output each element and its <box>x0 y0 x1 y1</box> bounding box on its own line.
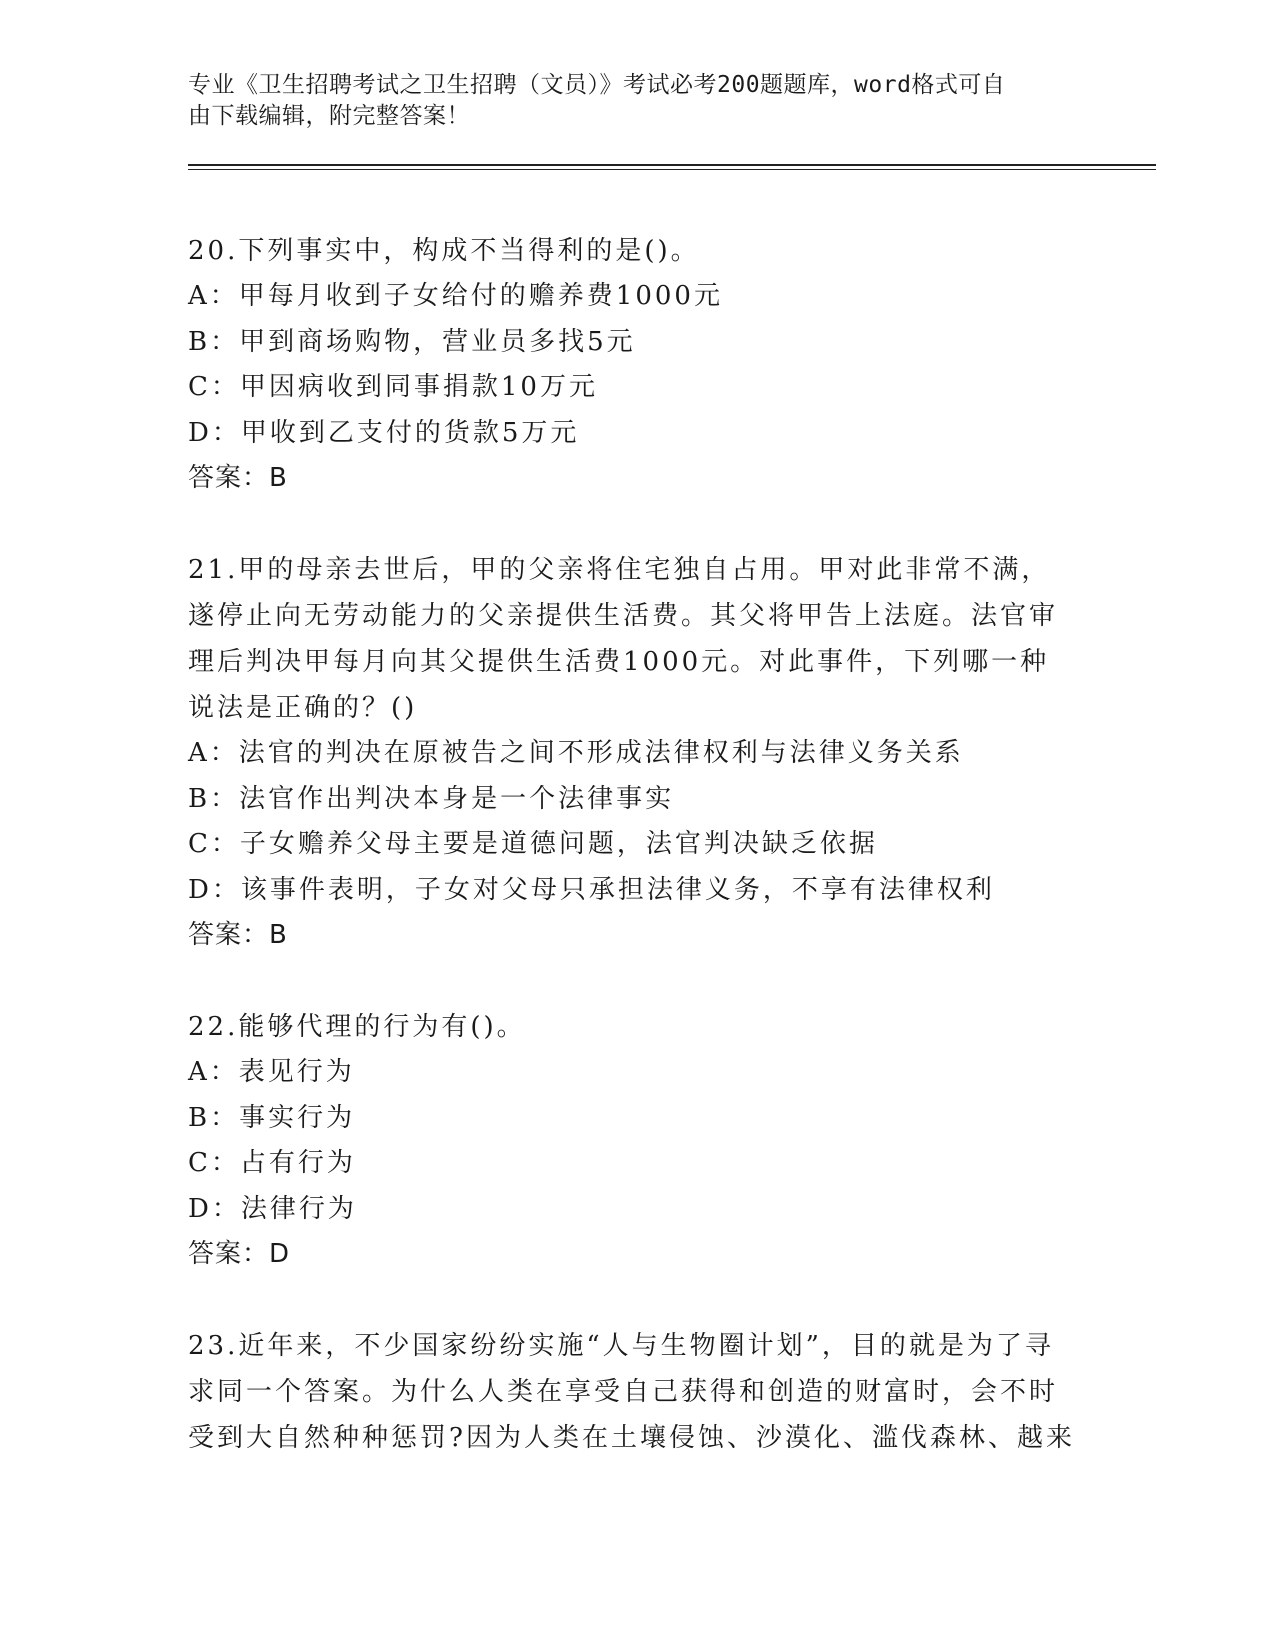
document-header <box>188 70 1068 132</box>
question-text: 23.近年来，不少国家纷纷实施“人与生物圈计划”，目的就是为了寻求同一个答案。为什么人类在享受自己获得和创造的财富时，会不时受到大自然种种惩罚?因为人类在土壤侵蚀、沙漠化、滥伐森林、越来 <box>188 1331 1075 1453</box>
question-text: 21.甲的母亲去世后，甲的父亲将住宅独自占用。甲对此非常不满，遂停止向无劳动能力的父亲提供生活费。其父将甲告上法庭。法官审理后判决甲每月向其父提供生活费1000元。对此事件，下列哪一种说法是正确的？() <box>188 555 1059 723</box>
option-c: C：甲因病收到同事捐款10万元 <box>188 372 598 402</box>
question-list <box>188 228 1148 1461</box>
option-c: C：子女赡养父母主要是道德问题，法官判决缺乏依据 <box>188 829 878 859</box>
header-line-1: 专业《卫生招聘考试之卫生招聘（文员）》考试必考200题题库，word格式可自 <box>188 72 1006 98</box>
option-b: B：事实行为 <box>188 1102 356 1133</box>
document-page <box>188 70 1148 1507</box>
option-a: A：甲每月收到子女给付的赡养费1000元 <box>188 281 723 311</box>
question-21 <box>188 547 1148 958</box>
header-line-2: 由下载编辑，附完整答案！ <box>188 103 470 129</box>
option-b: B：法官作出判决本身是一个法律事实 <box>188 783 675 814</box>
header-divider <box>188 164 1156 170</box>
answer-line: 答案：B <box>188 920 288 950</box>
answer-line: 答案：B <box>188 463 288 493</box>
option-c: C：占有行为 <box>188 1148 356 1178</box>
question-text: 22.能够代理的行为有()。 <box>188 1012 526 1042</box>
option-b: B：甲到商场购物，营业员多找5元 <box>188 326 636 357</box>
answer-line: 答案：D <box>188 1239 291 1269</box>
option-d: D：法律行为 <box>188 1193 357 1224</box>
question-20 <box>188 228 1148 501</box>
question-22 <box>188 1004 1148 1277</box>
question-23 <box>188 1323 1148 1461</box>
question-text: 20.下列事实中，构成不当得利的是()。 <box>188 236 700 266</box>
option-a: A：法官的判决在原被告之间不形成法律权利与法律义务关系 <box>188 738 964 768</box>
option-d: D：甲收到乙支付的货款5万元 <box>188 417 580 448</box>
option-d: D：该事件表明，子女对父母只承担法律义务，不享有法律权利 <box>188 874 995 905</box>
option-a: A：表见行为 <box>188 1057 355 1087</box>
